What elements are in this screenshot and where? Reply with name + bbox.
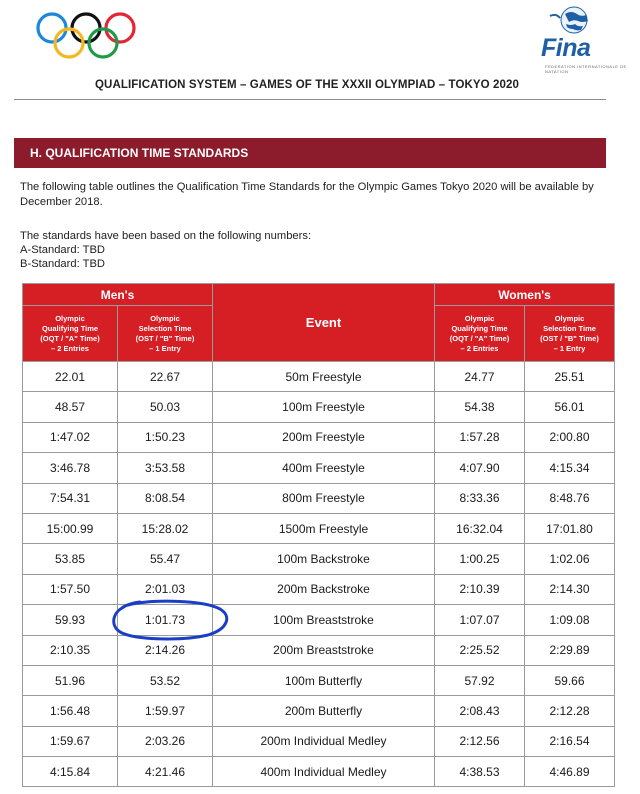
mens-group-header: Men's [23, 284, 213, 306]
men-b-time: 8:08.54 [118, 483, 213, 513]
men-a-time: 7:54.31 [23, 483, 118, 513]
men-b-time: 55.47 [118, 544, 213, 574]
women-b-time: 17:01.80 [525, 513, 615, 543]
men-ost-header: Olympic Selection Time (OST / "B" Time) – 1 Entry [118, 306, 213, 362]
event-name: 200m Butterfly [213, 696, 435, 726]
men-a-time: 1:47.02 [23, 422, 118, 452]
women-a-time: 16:32.04 [435, 513, 525, 543]
men-a-time: 1:59.67 [23, 726, 118, 756]
women-a-time: 54.38 [435, 392, 525, 422]
intro-paragraph: The following table outlines the Qualification Time Standards for the Olympic Games Tokyo 2020 will be available by December 2018. [20, 181, 594, 208]
a-standard-line: A-Standard: TBD [20, 244, 105, 256]
men-b-time: 50.03 [118, 392, 213, 422]
women-b-time: 1:09.08 [525, 605, 615, 635]
women-a-time: 2:08.43 [435, 696, 525, 726]
women-b-time: 25.51 [525, 362, 615, 392]
men-a-time: 3:46.78 [23, 453, 118, 483]
women-a-time: 2:25.52 [435, 635, 525, 665]
table-row [23, 453, 615, 483]
men-b-time: 22.67 [118, 362, 213, 392]
table-row [23, 483, 615, 513]
men-a-time: 51.96 [23, 665, 118, 695]
women-a-time: 24.77 [435, 362, 525, 392]
women-a-time: 2:12.56 [435, 726, 525, 756]
event-name: 100m Backstroke [213, 544, 435, 574]
men-b-time: 4:21.46 [118, 757, 213, 787]
men-a-time: 22.01 [23, 362, 118, 392]
men-oqt-header: Olympic Qualifying Time (OQT / "A" Time) – 2 Entries [23, 306, 118, 362]
women-b-time: 2:00.80 [525, 422, 615, 452]
women-b-time: 4:15.34 [525, 453, 615, 483]
men-b-time: 1:59.97 [118, 696, 213, 726]
men-b-time: 15:28.02 [118, 513, 213, 543]
women-oqt-header: Olympic Qualifying Time (OQT / "A" Time) – 2 Entries [435, 306, 525, 362]
women-b-time: 2:14.30 [525, 574, 615, 604]
event-name: 400m Individual Medley [213, 757, 435, 787]
table-row [23, 513, 615, 543]
event-name: 400m Freestyle [213, 453, 435, 483]
table-row [23, 665, 615, 695]
event-name: 200m Breaststroke [213, 635, 435, 665]
men-a-time: 48.57 [23, 392, 118, 422]
women-a-time: 57.92 [435, 665, 525, 695]
men-b-time: 3:53.58 [118, 453, 213, 483]
women-a-time: 1:07.07 [435, 605, 525, 635]
women-a-time: 4:38.53 [435, 757, 525, 787]
event-column-header: Event [213, 284, 435, 362]
women-b-time: 8:48.76 [525, 483, 615, 513]
women-b-time: 56.01 [525, 392, 615, 422]
fina-tagline: FEDERATION INTERNATIONALE DE NATATION [545, 64, 627, 74]
women-b-time: 59.66 [525, 665, 615, 695]
women-b-time: 2:12.28 [525, 696, 615, 726]
event-name: 800m Freestyle [213, 483, 435, 513]
table-row [23, 362, 615, 392]
men-a-time: 53.85 [23, 544, 118, 574]
men-b-time-circled: 1:01.73 [118, 605, 213, 635]
table-row [23, 726, 615, 756]
event-name: 200m Backstroke [213, 574, 435, 604]
event-name: 200m Individual Medley [213, 726, 435, 756]
women-b-time: 2:29.89 [525, 635, 615, 665]
event-name: 100m Freestyle [213, 392, 435, 422]
men-a-time: 2:10.35 [23, 635, 118, 665]
event-name: 100m Butterfly [213, 665, 435, 695]
section-heading: H. QUALIFICATION TIME STANDARDS [14, 138, 606, 168]
women-b-time: 4:46.89 [525, 757, 615, 787]
women-b-time: 1:02.06 [525, 544, 615, 574]
table-row [23, 422, 615, 452]
men-b-time: 2:03.26 [118, 726, 213, 756]
men-a-time: 1:56.48 [23, 696, 118, 726]
men-b-time: 2:01.03 [118, 574, 213, 604]
document-title: QUALIFICATION SYSTEM – GAMES OF THE XXXII OLYMPIAD – TOKYO 2020 [95, 79, 519, 91]
women-b-time: 2:16.54 [525, 726, 615, 756]
table-row [23, 392, 615, 422]
event-name: 50m Freestyle [213, 362, 435, 392]
men-a-time: 1:57.50 [23, 574, 118, 604]
men-b-time: 2:14.26 [118, 635, 213, 665]
handdrawn-circle-annotation [108, 597, 232, 643]
men-b-time: 1:50.23 [118, 422, 213, 452]
men-a-time: 59.93 [23, 605, 118, 635]
men-b-time: 53.52 [118, 665, 213, 695]
women-a-time: 8:33.36 [435, 483, 525, 513]
fina-logo-text: Fina [541, 34, 591, 62]
table-row [23, 696, 615, 726]
standards-block [20, 229, 520, 271]
womens-group-header: Women's [435, 284, 615, 306]
women-ost-header: Olympic Selection Time (OST / "B" Time) – 1 Entry [525, 306, 615, 362]
men-a-time: 15:00.99 [23, 513, 118, 543]
olympic-rings-logo [34, 10, 144, 62]
men-a-time: 4:15.84 [23, 757, 118, 787]
women-a-time: 4:07.90 [435, 453, 525, 483]
standards-intro: The standards have been based on the following numbers: [20, 230, 312, 242]
qualification-times-table [22, 283, 615, 787]
women-a-time: 1:57.28 [435, 422, 525, 452]
women-a-time: 1:00.25 [435, 544, 525, 574]
event-name: 100m Breaststroke [213, 605, 435, 635]
event-name: 200m Freestyle [213, 422, 435, 452]
table-row [23, 544, 615, 574]
event-name: 1500m Freestyle [213, 513, 435, 543]
b-standard-line: B-Standard: TBD [20, 258, 105, 270]
table-row [23, 757, 615, 787]
header-divider [14, 99, 606, 100]
women-a-time: 2:10.39 [435, 574, 525, 604]
